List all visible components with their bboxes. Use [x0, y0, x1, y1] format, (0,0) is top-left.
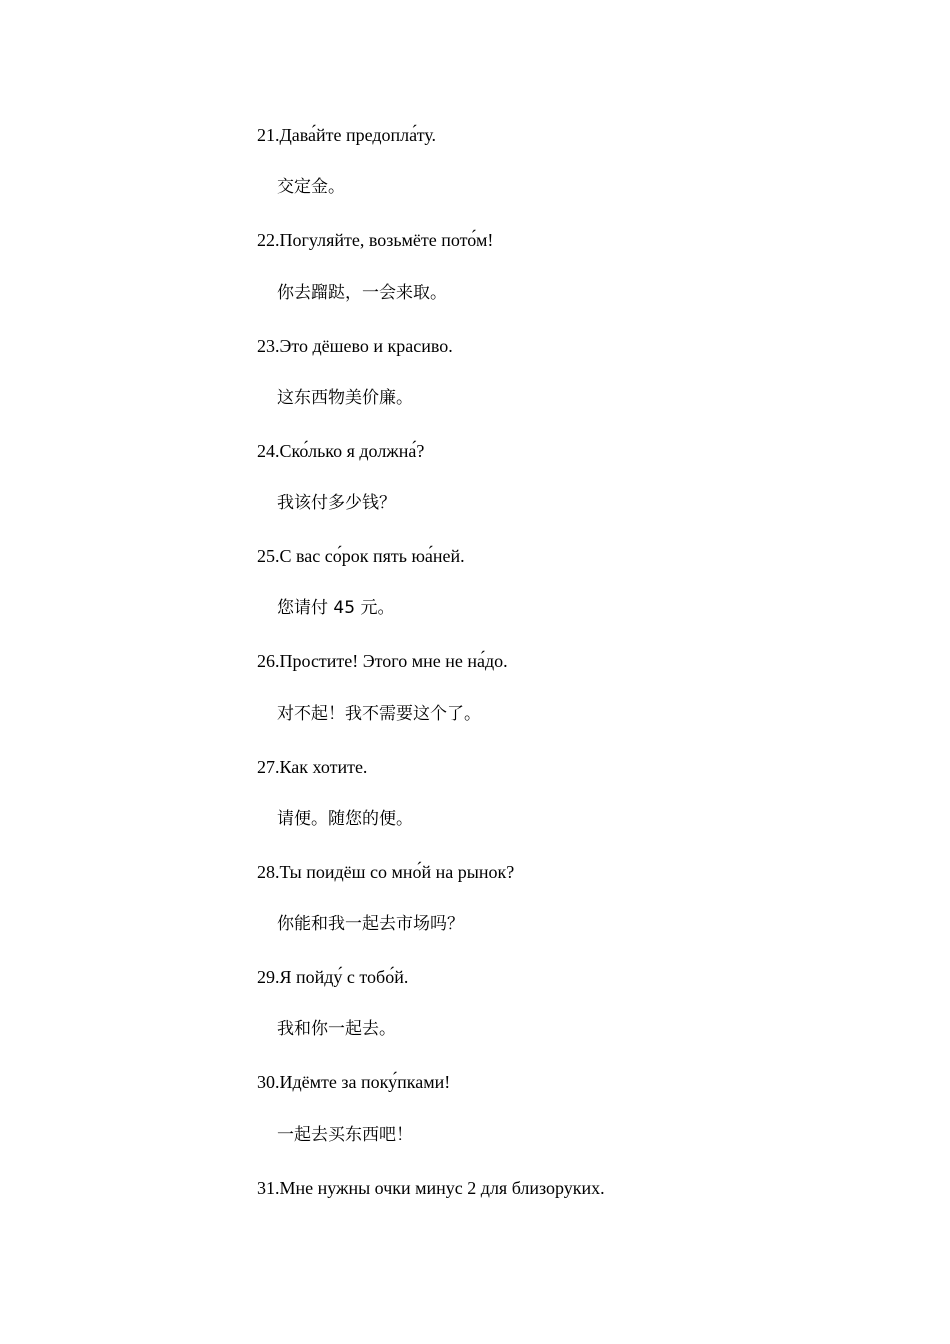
phrase-29-russian: 29.Я пойду́ с тобо́й. — [257, 967, 409, 987]
phrase-28-russian: 28.Ты поидёш со мно́й на рынок? — [257, 862, 515, 882]
phrase-23-russian: 23.Это дёшево и красиво. — [257, 336, 453, 356]
phrase-26-chinese: 对不起！我不需要这个了。 — [277, 704, 481, 724]
phrase-27-russian: 27.Как хотите. — [257, 757, 368, 777]
phrase-23-chinese: 这东西物美价廉。 — [277, 388, 413, 408]
phrase-29-chinese: 我和你一起去。 — [277, 1019, 396, 1039]
phrase-27-chinese: 请便。随您的便。 — [277, 809, 413, 829]
phrase-21-russian: 21.Дава́йте предопла́ту. — [257, 125, 437, 145]
phrase-22-russian: 22.Погуляйте, возьмёте пото́м! — [257, 230, 494, 250]
phrase-21-chinese: 交定金。 — [277, 177, 345, 197]
phrase-31-russian: 31.Мне нужны очки минус 2 для близоруких. — [257, 1178, 605, 1198]
phrase-24-russian: 24.Ско́лько я должна́? — [257, 441, 425, 461]
phrase-24-chinese: 我该付多少钱？ — [277, 493, 396, 513]
phrase-26-russian: 26.Простите! Этого мне не на́до. — [257, 651, 508, 671]
phrase-30-chinese: 一起去买东西吧！ — [277, 1125, 413, 1145]
phrase-25-chinese: 您请付 45 元。 — [277, 598, 395, 618]
phrase-28-chinese: 你能和我一起去市场吗？ — [277, 914, 464, 934]
phrase-25-russian: 25.С вас со́рок пять юа́ней. — [257, 546, 465, 566]
phrase-30-russian: 30.Идёмте за поку́пками! — [257, 1072, 451, 1092]
phrase-22-chinese: 你去蹓跶，一会来取。 — [277, 283, 447, 303]
